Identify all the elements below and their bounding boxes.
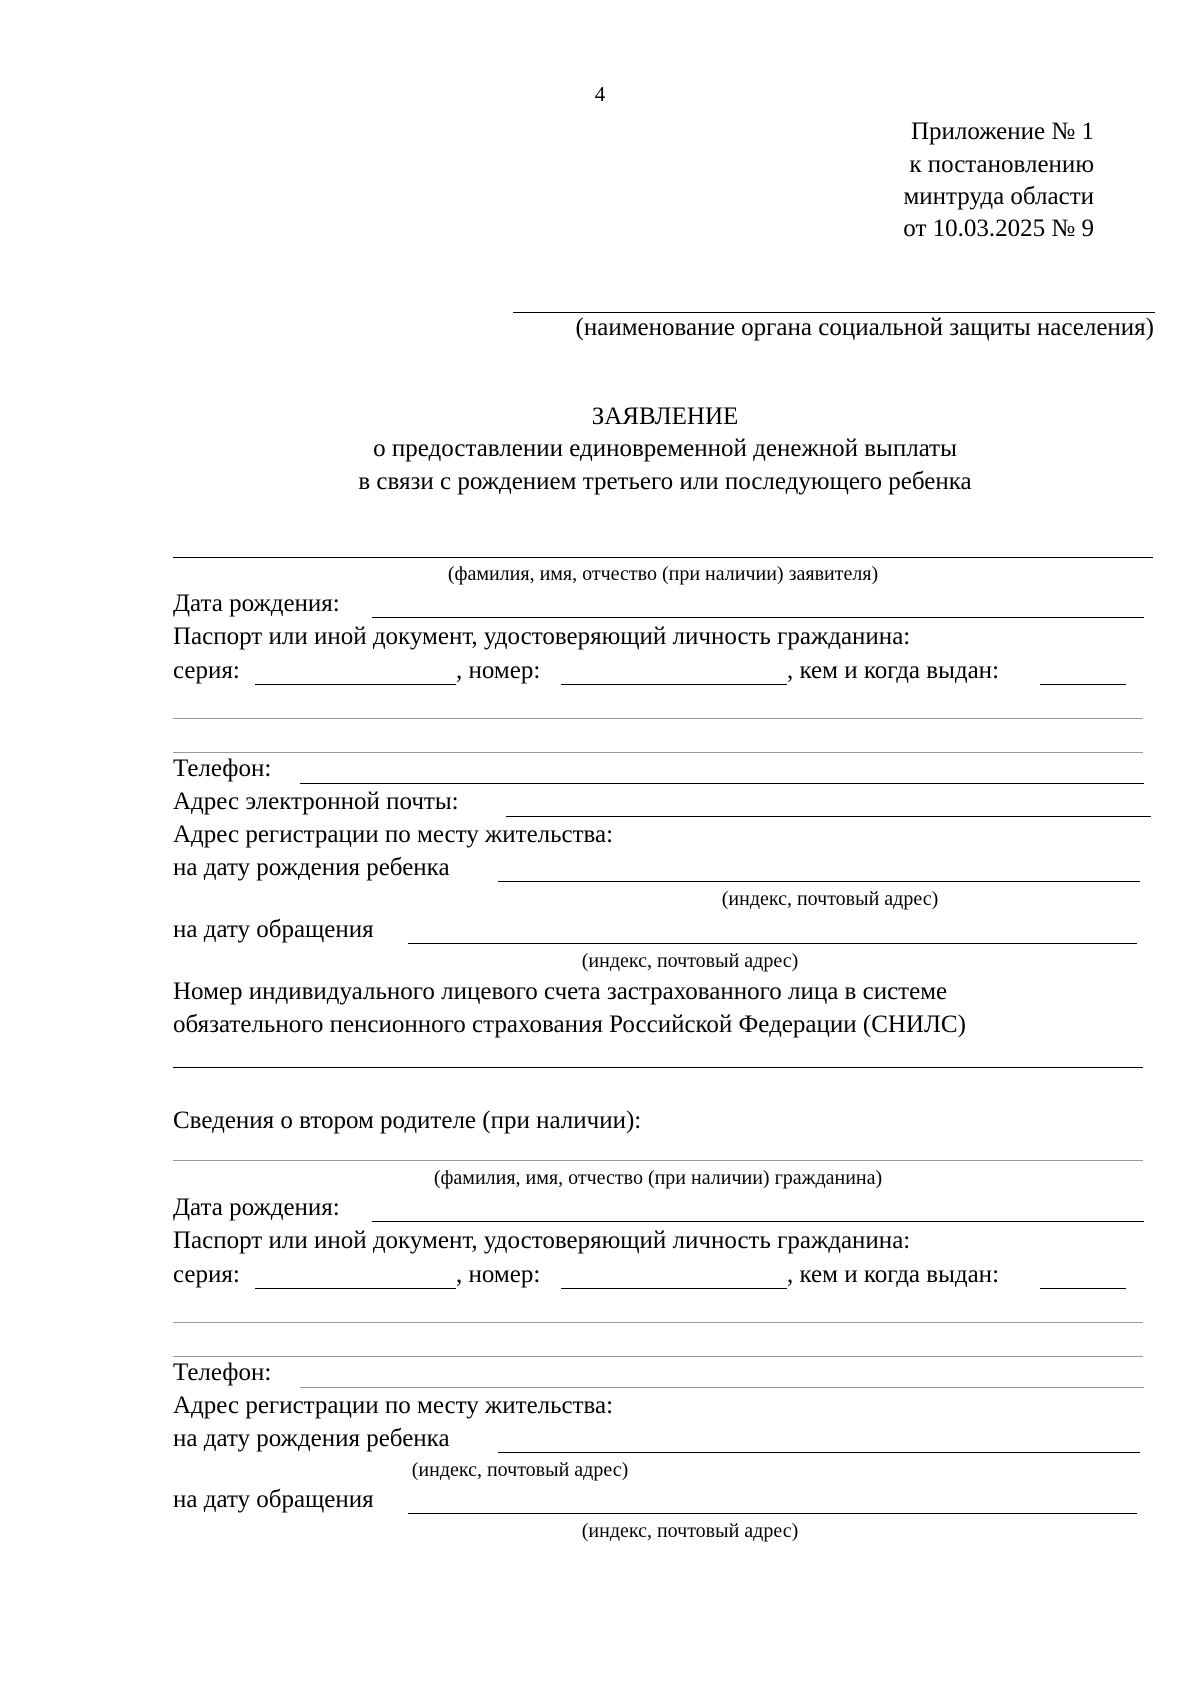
title-heading: ЗАЯВЛЕНИЕ — [591, 403, 739, 430]
second-parent-on-birth-field[interactable] — [498, 1452, 1140, 1453]
applicant-birth-date-field[interactable] — [372, 617, 1144, 618]
applicant-name-caption: (фамилия, имя, отчество (при наличии) заявителя) — [447, 563, 879, 585]
applicant-snils-line-2: обязательного пенсионного страхования Российской Федерации (СНИЛС) — [173, 1011, 966, 1038]
second-parent-issued-line-3[interactable] — [173, 1356, 1143, 1357]
second-parent-issued-field[interactable] — [1040, 1288, 1126, 1289]
second-parent-heading: Сведения о втором родителе (при наличии): — [173, 1107, 642, 1134]
second-parent-on-request-caption: (индекс, почтовый адрес) — [581, 1520, 799, 1542]
applicant-on-request-label: на дату обращения — [173, 916, 374, 943]
applicant-issued-line-3[interactable] — [173, 752, 1143, 753]
second-parent-birth-date-label: Дата рождения: — [173, 1194, 340, 1221]
second-parent-series-label: серия: — [173, 1261, 240, 1288]
applicant-on-birth-field[interactable] — [498, 881, 1140, 882]
applicant-issued-label: , кем и когда выдан: — [787, 657, 1000, 684]
appendix-line-1: Приложение № 1 — [910, 118, 1094, 145]
applicant-on-birth-caption: (индекс, почтовый адрес) — [721, 888, 939, 910]
second-parent-passport-label: Паспорт или иной документ, удостоверяющий личность гражданина: — [173, 1227, 911, 1254]
applicant-email-field[interactable] — [506, 816, 1151, 817]
second-parent-series-field[interactable] — [255, 1288, 456, 1289]
applicant-series-label: серия: — [173, 657, 240, 684]
second-parent-issued-line-2[interactable] — [173, 1322, 1143, 1323]
authority-caption: (наименование органа социальной защиты населения) — [575, 314, 1154, 341]
second-parent-on-request-field[interactable] — [408, 1513, 1137, 1514]
second-parent-issued-label: , кем и когда выдан: — [787, 1261, 1000, 1288]
applicant-phone-field[interactable] — [300, 783, 1144, 784]
applicant-on-request-caption: (индекс, почтовый адрес) — [581, 950, 799, 972]
applicant-reg-address-label: Адрес регистрации по месту жительства: — [173, 821, 614, 848]
second-parent-phone-label: Телефон: — [173, 1359, 272, 1386]
second-parent-name-field[interactable] — [173, 1160, 1143, 1161]
second-parent-on-request-label: на дату обращения — [173, 1486, 374, 1513]
second-parent-name-caption: (фамилия, имя, отчество (при наличии) гражданина) — [433, 1167, 883, 1189]
page-number: 4 — [594, 82, 606, 106]
appendix-line-3: минтруда области — [903, 183, 1094, 210]
applicant-issued-field[interactable] — [1040, 684, 1126, 685]
second-parent-on-birth-label: на дату рождения ребенка — [173, 1425, 450, 1452]
second-parent-number-field[interactable] — [561, 1288, 787, 1289]
title-line-1: о предоставлении единовременной денежной выплаты — [373, 435, 957, 462]
applicant-snils-field[interactable] — [173, 1067, 1143, 1068]
second-parent-birth-date-field[interactable] — [372, 1221, 1144, 1222]
applicant-phone-label: Телефон: — [173, 755, 272, 782]
applicant-email-label: Адрес электронной почты: — [173, 788, 459, 815]
applicant-name-field[interactable] — [173, 557, 1153, 558]
title-line-2: в связи с рождением третьего или последующего ребенка — [358, 468, 972, 495]
applicant-on-request-field[interactable] — [408, 943, 1137, 944]
applicant-issued-line-2[interactable] — [173, 718, 1143, 719]
applicant-snils-line-1: Номер индивидуального лицевого счета застрахованного лица в системе — [173, 978, 948, 1005]
second-parent-reg-address-label: Адрес регистрации по месту жительства: — [173, 1392, 614, 1419]
applicant-number-field[interactable] — [561, 684, 787, 685]
second-parent-phone-field[interactable] — [300, 1387, 1144, 1388]
second-parent-on-birth-caption: (индекс, почтовый адрес) — [411, 1459, 629, 1481]
applicant-passport-label: Паспорт или иной документ, удостоверяющий личность гражданина: — [173, 623, 911, 650]
second-parent-number-label: , номер: — [456, 1261, 541, 1288]
applicant-on-birth-label: на дату рождения ребенка — [173, 854, 450, 881]
applicant-number-label: , номер: — [456, 657, 541, 684]
appendix-line-2: к постановлению — [909, 151, 1094, 178]
applicant-birth-date-label: Дата рождения: — [173, 590, 340, 617]
applicant-series-field[interactable] — [255, 684, 456, 685]
appendix-line-4: от 10.03.2025 № 9 — [903, 215, 1094, 242]
